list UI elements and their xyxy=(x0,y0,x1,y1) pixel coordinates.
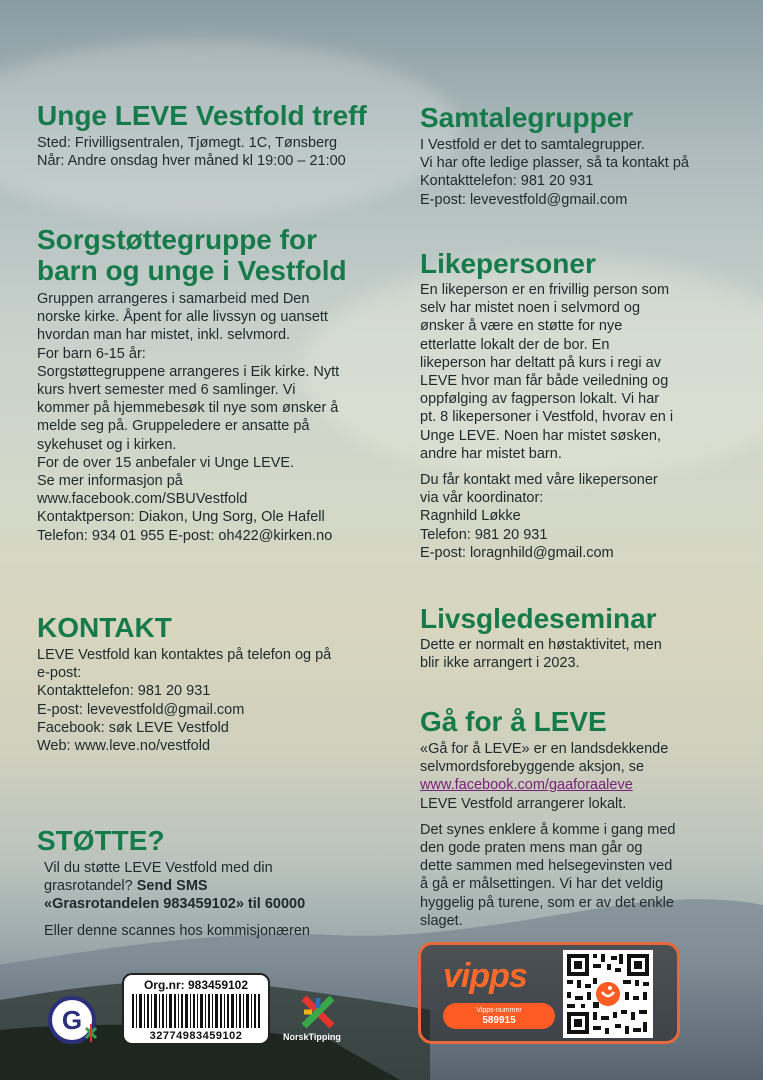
section-samtale xyxy=(420,102,740,209)
like-line: selv har mistet noen i selvmord og xyxy=(420,300,641,317)
ga-title: Gå for å LEVE xyxy=(420,706,607,737)
stotte-line xyxy=(44,877,407,895)
vipps-number-label: Vipps-nummer xyxy=(476,1007,522,1014)
kontakt-line: LEVE Vestfold kan kontaktes på telefon og på xyxy=(37,647,332,663)
sorg-line: Gruppen arrangeres i samarbeid med Den xyxy=(37,291,310,307)
stotte-line xyxy=(44,895,407,913)
sorg-line: kommer på hjemmebesøk til nye som ønsker å xyxy=(37,400,339,417)
samtale-line: Kontakttelefon: 981 20 931 xyxy=(420,173,594,190)
section-likepersoner xyxy=(420,248,740,562)
ga-link[interactable]: www.facebook.com/gaaforaaleve xyxy=(420,777,633,794)
ga-line: LEVE Vestfold arrangerer lokalt. xyxy=(420,795,627,812)
kontakt-line: Web: www.leve.no/vestfold xyxy=(37,738,211,755)
livs-line: blir ikke arrangert i 2023. xyxy=(420,655,580,672)
stotte-line: Eller denne scannes hos kommisjonæren xyxy=(44,922,310,939)
kontakt-line: e-post: xyxy=(37,665,82,682)
sorg-line: Se mer informasjon på xyxy=(37,473,183,490)
samtale-line: E-post: levevestfold@gmail.com xyxy=(420,191,628,208)
section-treff xyxy=(37,100,407,170)
sorg-title: barn og unge i Vestfold xyxy=(37,255,347,286)
like-contact-line: E-post: loragnhild@gmail.com xyxy=(420,544,614,561)
livs-title: Livsgledeseminar xyxy=(420,603,657,634)
section-ga-for-a-leve xyxy=(420,706,740,930)
section-stotte xyxy=(37,825,407,940)
like-line: pt. 8 likepersoner i Vestfold, hvorav en i xyxy=(420,409,674,426)
like-title: Likepersoner xyxy=(420,248,596,279)
section-livsglede xyxy=(420,603,740,672)
sorg-link[interactable]: www.facebook.com/SBUVestfold xyxy=(37,491,248,508)
ga-line: «Gå for å LEVE» er en landsdekkende xyxy=(420,741,669,757)
stotte-line: Vil du støtte LEVE Vestfold med din xyxy=(44,860,273,876)
kontakt-line: E-post: levevestfold@gmail.com xyxy=(37,701,245,718)
barcode-card xyxy=(122,973,270,1045)
barcode-icon xyxy=(132,994,260,1028)
sorg-line: For de over 15 anbefaler vi Unge LEVE. xyxy=(37,454,295,471)
vipps-number: 589915 xyxy=(482,1015,516,1026)
sorg-line: melde seg på. Gruppeledere er ansatte på xyxy=(37,418,310,435)
grasrotandelen-logo-icon xyxy=(46,994,104,1046)
ga-line: Det synes enklere å komme i gang med xyxy=(420,821,676,838)
org-number: Org.nr: 983459102 xyxy=(143,978,249,992)
like-line: likeperson har deltatt på kurs i regi av xyxy=(420,354,661,371)
sorg-line: kurs hvert semester med 6 samlinger. Vi xyxy=(37,382,296,399)
norsk-tipping-logo-icon xyxy=(300,994,336,1030)
stotte-bold-text: Send SMS xyxy=(136,878,208,895)
sorg-line: norske kirke. Åpent for alle livssyn og uansett xyxy=(37,309,328,326)
qr-code-icon[interactable] xyxy=(563,950,653,1038)
sorg-line: Kontaktperson: Diakon, Ung Sorg, Ole Hafell xyxy=(37,509,325,526)
sorg-line: Telefon: 934 01 955 E-post: oh422@kirken.no xyxy=(37,527,333,544)
sorg-title: Sorgstøttegruppe for xyxy=(37,224,317,255)
like-contact-line: Telefon: 981 20 931 xyxy=(420,526,548,543)
samtale-title: Samtalegrupper xyxy=(420,102,634,133)
vipps-card xyxy=(418,942,680,1044)
stotte-bold-text: til 60000 xyxy=(243,896,306,913)
svg-text:G: G xyxy=(61,1005,83,1035)
stotte-bold-text: «Grasrotandelen 983459102» xyxy=(44,896,244,913)
like-line: oppfølging av fagperson lokalt. Vi har xyxy=(420,391,660,408)
like-line: En likeperson er en frivillig person som xyxy=(420,282,670,298)
ga-line: den gode praten mens man går og xyxy=(420,840,643,857)
sorg-line: hvordan man har mistet, inkl. selvmord. xyxy=(37,327,291,344)
ga-line: hyggelig på turene, som er av det enkle xyxy=(420,894,674,911)
like-line: andre har mistet barn. xyxy=(420,445,562,462)
livs-line: Dette er normalt en høstaktivitet, men xyxy=(420,637,662,653)
ga-line: slaget. xyxy=(420,912,463,929)
like-contact-line: Ragnhild Løkke xyxy=(420,508,521,525)
section-kontakt xyxy=(37,612,407,755)
like-line: Unge LEVE. Noen har mistet søsken, xyxy=(420,427,661,444)
ga-line: selvmordsforebyggende aksjon, se xyxy=(420,759,645,776)
treff-line: Når: Andre onsdag hver måned kl 19:00 – 21:00 xyxy=(37,153,346,170)
like-line: ønsker å være en støtte for nye xyxy=(420,318,623,335)
kontakt-line: Kontakttelefon: 981 20 931 xyxy=(37,683,211,700)
samtale-line: I Vestfold er det to samtalegrupper. xyxy=(420,137,645,153)
kontakt-line: Facebook: søk LEVE Vestfold xyxy=(37,719,229,736)
sorg-line: sykehuset og i kirken. xyxy=(37,436,177,453)
ga-line: dette sammen med helsegevinsten ved xyxy=(420,858,673,875)
samtale-line: Vi har ofte ledige plasser, så ta kontakt på xyxy=(420,155,689,172)
kontakt-title: KONTAKT xyxy=(37,612,172,643)
stotte-title: STØTTE? xyxy=(37,825,165,856)
treff-title: Unge LEVE Vestfold treff xyxy=(37,100,367,131)
sorg-line: For barn 6-15 år: xyxy=(37,345,146,362)
vipps-logo: vipps xyxy=(443,957,527,995)
like-contact-line: via vår koordinator: xyxy=(420,490,544,507)
stotte-text: grasrotandel? xyxy=(44,878,137,895)
ga-line: å gå er målsettingen. Vi har det veldig xyxy=(420,876,664,893)
like-contact-line: Du får kontakt med våre likepersoner xyxy=(420,472,658,489)
like-line: LEVE hvor man får både veiledning og xyxy=(420,373,669,390)
vipps-number-badge xyxy=(443,1003,555,1029)
treff-line: Sted: Frivilligsentralen, Tjømegt. 1C, Tønsberg xyxy=(37,135,338,151)
section-sorg xyxy=(37,224,407,545)
sorg-line: Sorgstøttegruppene arrangeres i Eik kirke. Nytt xyxy=(37,363,340,380)
like-line: etterlatte lokalt der de bor. En xyxy=(420,336,610,353)
barcode-number: 32774983459102 xyxy=(149,1030,243,1042)
norsk-tipping-label: NorskTipping xyxy=(283,1032,341,1042)
